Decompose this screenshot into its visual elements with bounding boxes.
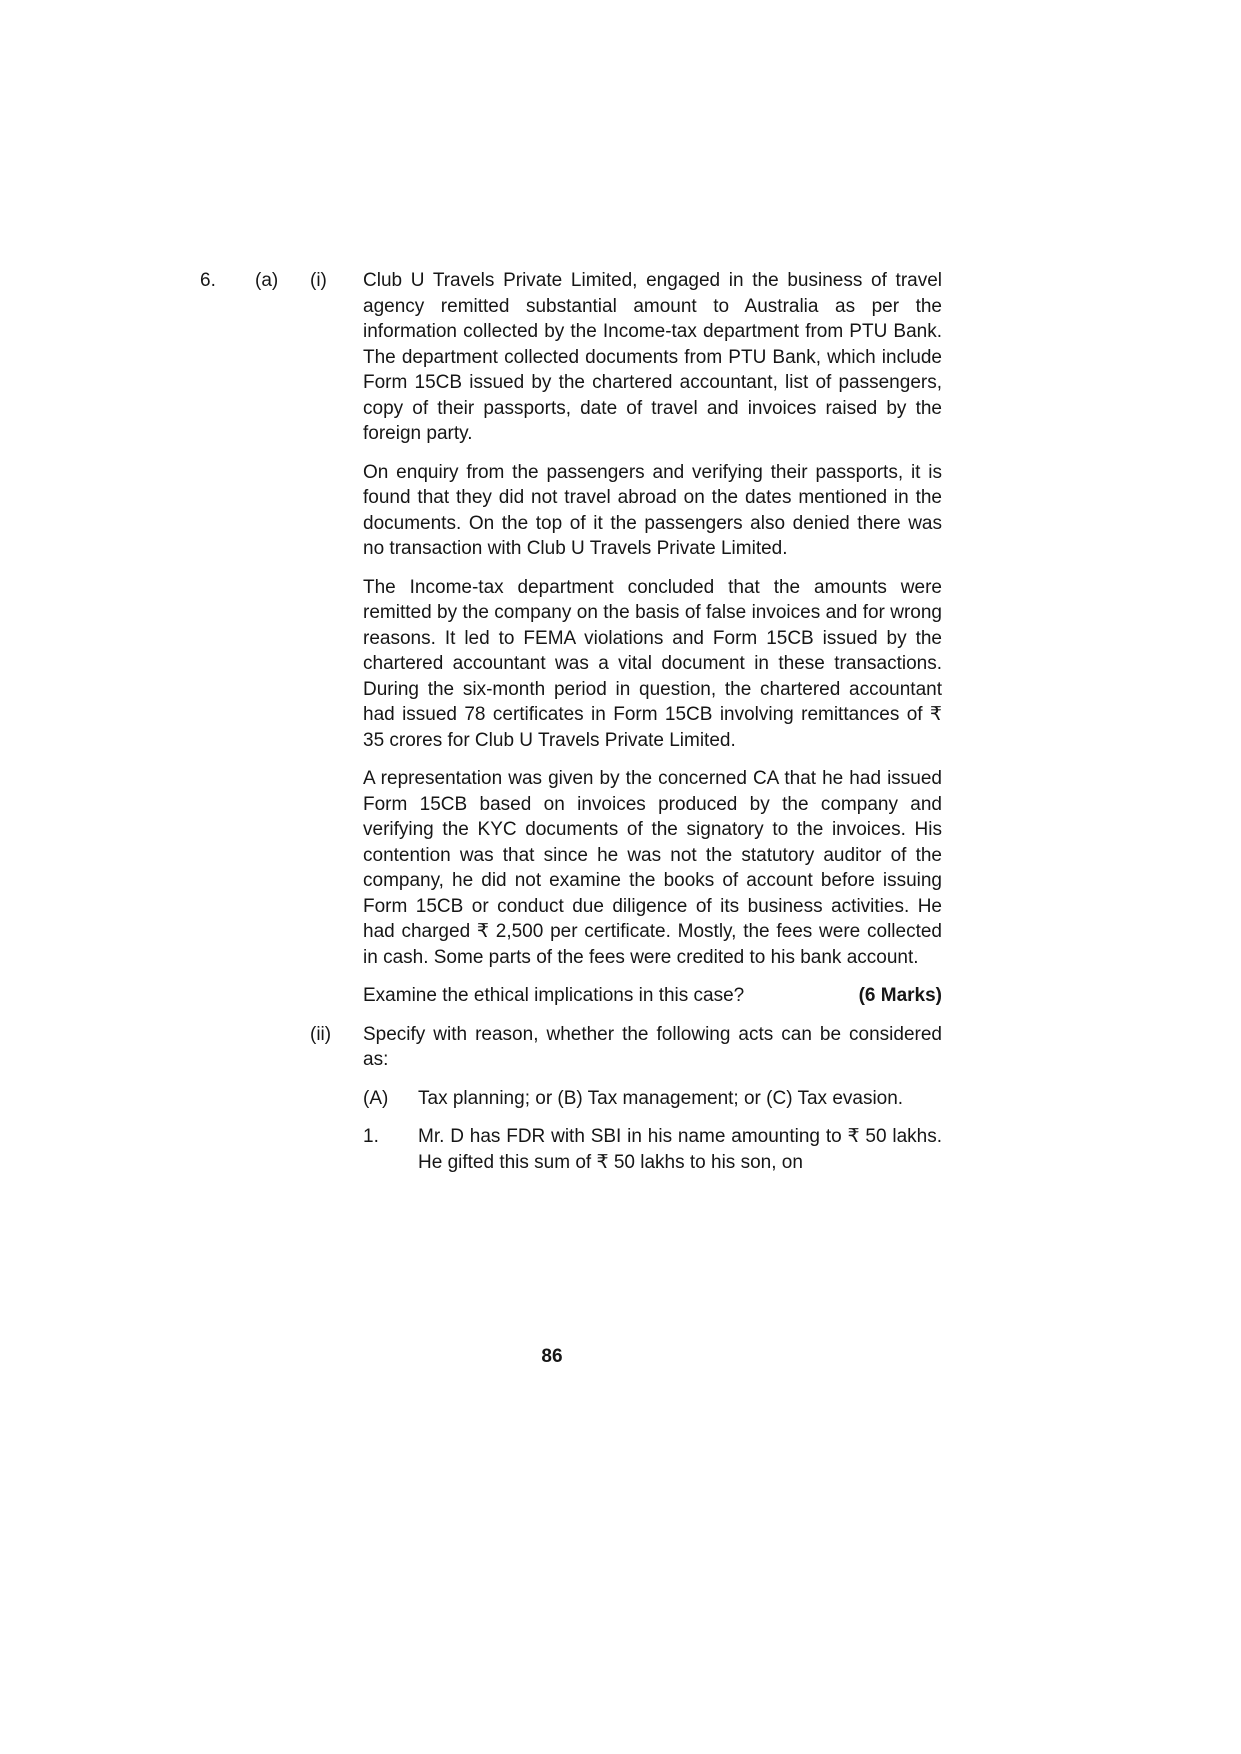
question-line-row — [363, 983, 942, 1009]
option-a-row — [363, 1086, 942, 1112]
question-number: 6. — [200, 270, 216, 291]
sub-label-i: (i) — [310, 270, 327, 291]
part-label-a: (a) — [255, 270, 279, 291]
question-line: Examine the ethical implications in this case? — [363, 985, 745, 1006]
page-number: 86 — [541, 1346, 563, 1367]
page-content — [200, 268, 942, 1201]
paragraph-3: The Income-tax department concluded that the amounts were remitted by the company on the basis of false invoices and for wrong reasons. It led to FEMA violations and Form 15CB issued by the chartered accountant was a vital document in these transactions. During the six-month period in question, the chartered accountant had issued 78 certificates in Form 15CB involving remittances of ₹ 35 crores for Club U Travels Private Limited. — [363, 576, 942, 751]
sub-ii-body — [363, 1022, 942, 1189]
option-a-text: Tax planning; or (B) Tax management; or (C) Tax evasion. — [418, 1087, 904, 1109]
sub-i-body — [363, 268, 942, 1022]
question-6a-ii — [200, 1022, 942, 1189]
item-1-label: 1. — [363, 1126, 379, 1147]
item-1-row — [363, 1124, 942, 1175]
paragraph-4: A representation was given by the concerned CA that he had issued Form 15CB based on invoices produced by the company and verifying the KYC documents of the signatory to the invoices. His contention was that since he was not the statutory auditor of the company, he did not examine the books of account before issuing Form 15CB or conduct due diligence of its business activities. He had charged ₹ 2,500 per certificate. Mostly, the fees were collected in cash. Some parts of the fees were credited to his bank account. — [363, 768, 942, 968]
item-1-text: Mr. D has FDR with SBI in his name amounting to ₹ 50 lakhs. He gifted this sum of ₹ 50 lakhs to his son, on — [418, 1126, 942, 1173]
option-a-label: (A) — [363, 1087, 389, 1109]
marks-badge: (6 Marks) — [858, 985, 942, 1006]
paragraph-1: Club U Travels Private Limited, engaged in the business of travel agency remitted substantial amount to Australia as per the information collected by the Income-tax department from PTU Bank. The department collected documents from PTU Bank, which include Form 15CB issued by the chartered accountant, list of passengers, copy of their passports, date of travel and invoices raised by the foreign party. — [363, 270, 942, 444]
sub-label-ii: (ii) — [310, 1023, 332, 1045]
question-6a-i — [200, 268, 942, 1022]
sub-ii-intro: Specify with reason, whether the following acts can be considered as: — [363, 1023, 942, 1070]
paragraph-2: On enquiry from the passengers and verifying their passports, it is found that they did not travel abroad on the dates mentioned in the documents. On the top of it the passengers also denied there was no transaction with Club U Travels Private Limited. — [363, 461, 942, 559]
